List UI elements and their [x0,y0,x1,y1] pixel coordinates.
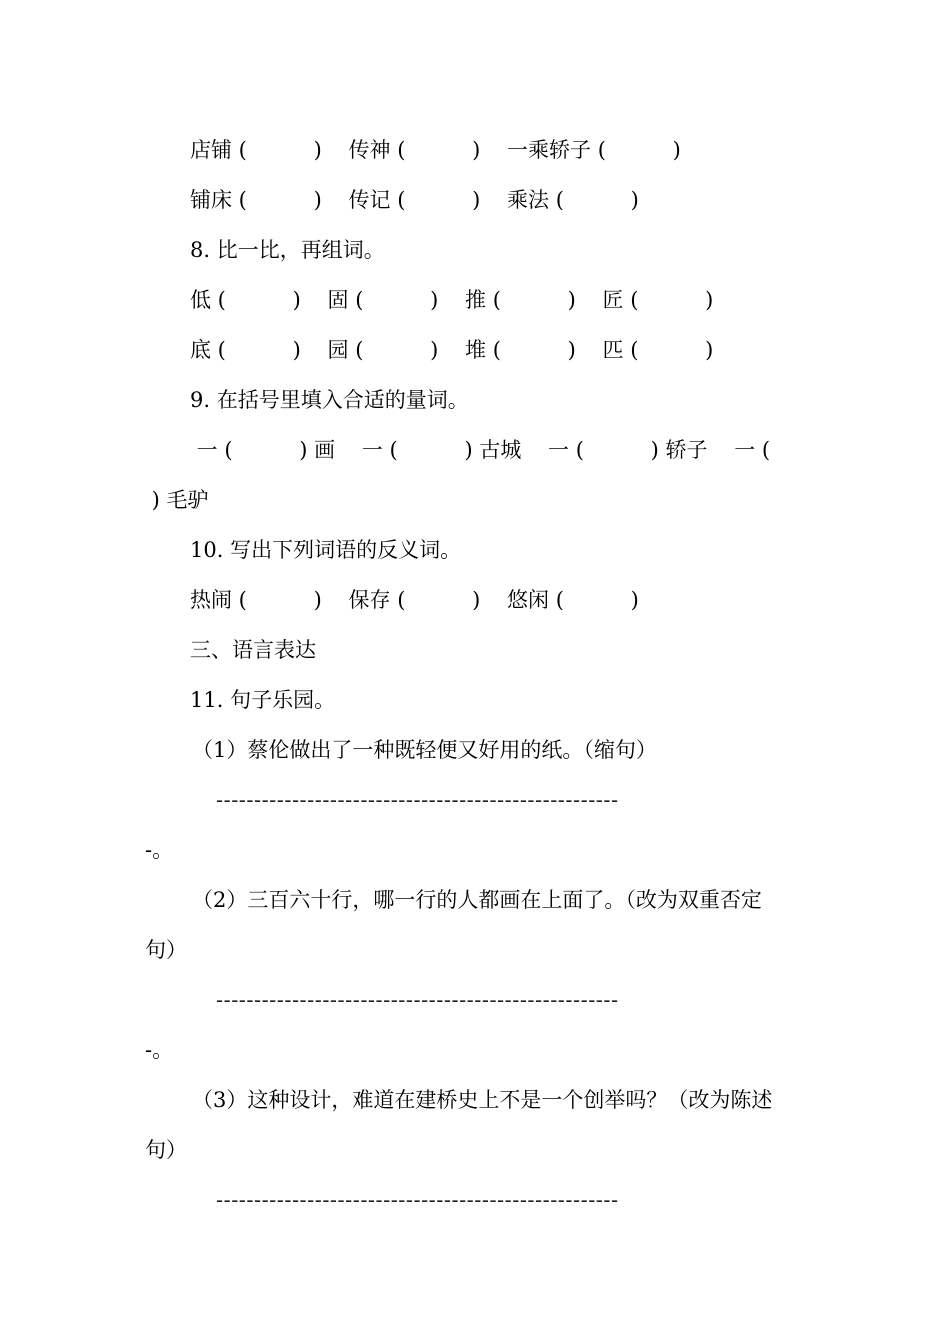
sentence-3: （3）这种设计，难道在建桥史上不是一个创举吗？（改为陈述 [192,1088,773,1112]
sentence-3-cont: 句） [145,1138,187,1162]
answer-line-2-end: -。 [145,1038,174,1062]
sentence-2-cont: 句） [145,938,187,962]
sentence-1: （1）蔡伦做出了一种既轻便又好用的纸。（缩句） [192,738,657,762]
line-measure-words-cont: ) 毛驴 [145,488,209,512]
line-antonyms: 热闹 ( ) 保存 ( ) 悠闲 ( ) [190,588,639,612]
line-compare-row1: 低 ( ) 固 ( ) 推 ( ) 匠 ( ) [190,288,714,312]
answer-line-1-end: -。 [145,838,174,862]
question-11-title: 11. 句子乐园。 [190,688,336,712]
question-8-title: 8. 比一比，再组词。 [190,238,385,262]
sentence-2: （2）三百六十行，哪一行的人都画在上面了。（改为双重否定 [192,888,762,912]
answer-line-1: ----------------------------------------------------- [216,788,619,812]
question-9-title: 9. 在括号里填入合适的量词。 [190,388,469,412]
answer-line-2: ----------------------------------------------------- [216,988,619,1012]
line-bed-words: 铺床 ( ) 传记 ( ) 乘法 ( ) [190,188,639,212]
line-shop-words: 店铺 ( ) 传神 ( ) 一乘轿子 ( ) [190,138,681,162]
answer-line-3: ----------------------------------------------------- [216,1188,619,1212]
question-10-title: 10. 写出下列词语的反义词。 [190,538,462,562]
line-compare-row2: 底 ( ) 园 ( ) 堆 ( ) 匹 ( ) [190,338,714,362]
section-3-heading: 三、语言表达 [190,638,316,662]
line-measure-words: 一 ( ) 画 一 ( ) 古城 一 ( ) 轿子 一 ( [190,438,771,462]
